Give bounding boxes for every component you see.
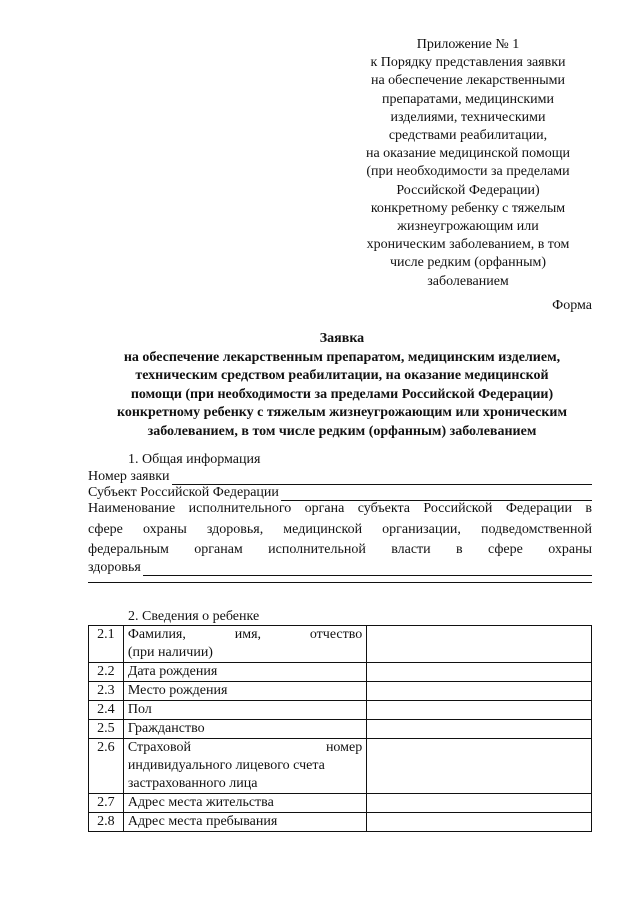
document-title: [92, 330, 592, 441]
org-last-label: здоровья: [88, 560, 141, 575]
table-row: [89, 813, 592, 832]
row-label-line: Страховой номер: [127, 740, 363, 755]
row-label-line: Фамилия, имя, отчество: [127, 627, 363, 642]
org-last-row: [88, 558, 592, 576]
application-number-label: Номер заявки: [88, 469, 170, 484]
row-value-cell[interactable]: [367, 626, 592, 663]
row-number: 2.6: [89, 739, 124, 794]
row-number: 2.8: [89, 813, 124, 832]
org-name-field[interactable]: [143, 561, 592, 576]
row-value-cell[interactable]: [367, 682, 592, 701]
title-line: техническим средством реабилитации, на оказание медицинской: [135, 368, 549, 383]
row-value-cell[interactable]: [367, 663, 592, 682]
row-label: [123, 701, 366, 720]
row-label-line: Адрес места жительства: [127, 795, 274, 810]
appendix-line: средствами реабилитации,: [388, 128, 548, 144]
row-label: [123, 739, 366, 794]
org-line: сфере охраны здоровья, медицинской организации, подведомственной: [88, 521, 592, 537]
row-value-cell[interactable]: [367, 720, 592, 739]
row-label-line: Адрес места пребывания: [127, 814, 278, 829]
row-label: [123, 663, 366, 682]
table-row: [89, 626, 592, 663]
appendix-line: на обеспечение лекарственными: [370, 73, 566, 89]
appendix-line: жизнеугрожающим или: [397, 219, 539, 235]
row-number: 2.5: [89, 720, 124, 739]
table-row: [89, 739, 592, 794]
table-row: [89, 663, 592, 682]
table-row: [89, 682, 592, 701]
row-number: 2.7: [89, 794, 124, 813]
row-label: [123, 720, 366, 739]
appendix-line: числе редким (орфанным): [389, 255, 547, 271]
row-label-line: Гражданство: [127, 721, 205, 736]
row-number: 2.4: [89, 701, 124, 720]
row-number: 2.3: [89, 682, 124, 701]
row-label-line: Дата рождения: [127, 664, 218, 679]
row-label: [123, 626, 366, 663]
row-label-line: индивидуального лицевого счета: [127, 758, 325, 773]
section2-title: 2. Сведения о ребенке: [128, 609, 260, 624]
appendix-line: к Порядку представления заявки: [370, 55, 566, 71]
org-description: [88, 499, 592, 561]
row-value-cell[interactable]: [367, 701, 592, 720]
section1-title: 1. Общая информация: [128, 452, 261, 467]
row-label-line: застрахованного лица: [127, 776, 258, 791]
row-number: 2.2: [89, 663, 124, 682]
table-row: [89, 720, 592, 739]
row-value-cell[interactable]: [367, 739, 592, 794]
title-line: помощи (при необходимости за пределами Российской Федерации): [130, 386, 554, 402]
appendix-line: конкретному ребенку с тяжелым: [370, 200, 566, 216]
appendix-line: Приложение № 1: [416, 37, 520, 52]
row-value-cell[interactable]: [367, 794, 592, 813]
child-info-table: [88, 625, 592, 832]
row-label: [123, 813, 366, 832]
subject-label: Субъект Российской Федерации: [88, 485, 279, 500]
appendix-line: на оказание медицинской помощи: [365, 146, 571, 162]
table-row: [89, 794, 592, 813]
appendix-line: (при необходимости за пределами: [366, 164, 570, 180]
row-label: [123, 794, 366, 813]
row-number: 2.1: [89, 626, 124, 663]
title-line: заболеванием, в том числе редким (орфанным) заболеванием: [147, 423, 537, 439]
title-line: конкретному ребенку с тяжелым жизнеугрожающим или хроническим: [116, 405, 568, 420]
appendix-line: заболеванием: [427, 273, 509, 289]
row-label-line: (при наличии): [127, 645, 213, 660]
table-row: [89, 701, 592, 720]
title-line: на обеспечение лекарственным препаратом, медицинским изделием,: [123, 349, 561, 365]
org-line: Наименование исполнительного органа субъекта Российской Федерации в: [88, 501, 592, 516]
appendix-header: [352, 36, 584, 291]
appendix-line: препаратами, медицинскими: [382, 91, 554, 107]
row-label-line: Место рождения: [127, 683, 228, 698]
appendix-line: Российской Федерации): [396, 182, 540, 198]
form-label: Форма: [552, 298, 592, 313]
row-value-cell[interactable]: [367, 813, 592, 832]
org-name-field-continuation[interactable]: [88, 582, 592, 583]
title-heading: Заявка: [319, 331, 365, 346]
appendix-line: хроническим заболеванием, в том: [366, 237, 570, 253]
row-label-line: Пол: [127, 702, 152, 717]
org-line: федеральным органам исполнительной власти в сфере охраны: [88, 542, 592, 557]
appendix-line: изделиями, техническими: [390, 109, 546, 125]
row-label: [123, 682, 366, 701]
